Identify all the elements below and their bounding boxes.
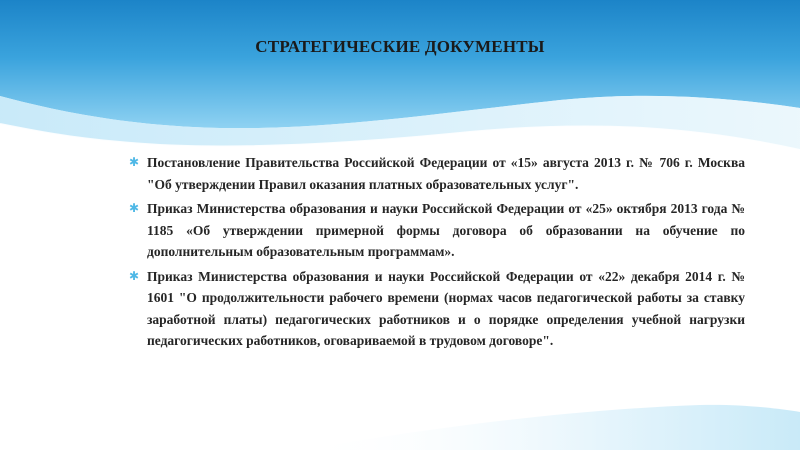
list-item-text: Приказ Министерства образования и науки Российской Федерации от «22» декабря 2014 г. № 1601 "О продолжительности рабочего времени (нормах часов педагогической работы за ставку заработной платы) педагогических работников и о порядке определения учебной нагрузки педагогических работников, оговариваемой в трудовом договоре". — [147, 268, 745, 348]
list-item-text: Постановление Правительства Российской Федерации от «15» августа 2013 г. № 706 г. Москва "Об утверждении Правил оказания платных образовательных услуг". — [147, 155, 745, 192]
list-item — [128, 152, 745, 195]
list-item — [128, 266, 745, 352]
list-item — [128, 198, 745, 263]
asterisk-bullet-icon: ✱ — [128, 201, 140, 215]
list-item-text: Приказ Министерства образования и науки Российской Федерации от «25» октября 2013 года № 1185 «Об утверждении примерной формы договора об образовании на обучение по дополнительным образовательным программам». — [147, 201, 745, 259]
bottom-wave — [300, 405, 800, 450]
asterisk-bullet-icon: ✱ — [128, 155, 140, 169]
slide-title: СТРАТЕГИЧЕСКИЕ ДОКУМЕНТЫ — [255, 37, 545, 56]
document-list — [128, 152, 745, 355]
asterisk-bullet-icon: ✱ — [128, 268, 140, 283]
